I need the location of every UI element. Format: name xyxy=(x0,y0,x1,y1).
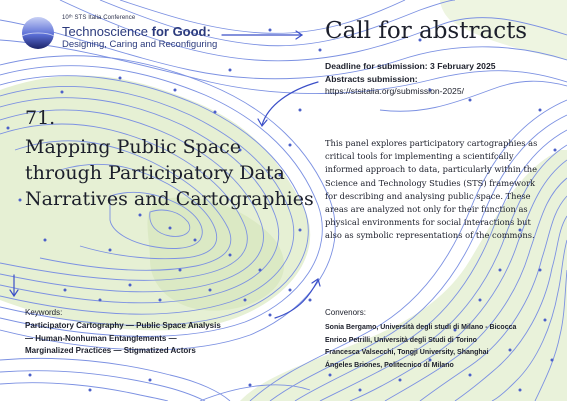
convenors-label: Convenors: xyxy=(325,308,366,317)
conference-edition: 10ᵗʰ STS Italia Conference xyxy=(62,15,136,21)
keywords-line: Participatory Cartography — Public Space Analysis xyxy=(25,321,221,330)
abstracts-label: Abstracts submission: xyxy=(325,73,418,84)
conference-logo-icon xyxy=(21,16,55,50)
conference-title-main: Technoscience xyxy=(62,24,152,39)
convenor-item: Sonia Bergamo, Università degli studi di Milano - Bicocca xyxy=(325,324,517,331)
panel-description: This panel explores participatory cartographies as critical tools for implementing a scientifcally informed approach to data, particularly within the Science and Technology Studies (STS) framework for describing and analysing public space. These areas are analyzed not only for their function as physical environments for social interactions but also as symbolic representations of the commons. xyxy=(325,138,538,241)
submission-link[interactable]: https://stsitalia.org/submission-2025/ xyxy=(325,86,464,96)
panel-title: Mapping Public Space through Participatory Data Narratives and Cartographies xyxy=(25,136,314,210)
convenor-item: Ángeles Briones, Politecnico di Milano xyxy=(325,361,454,369)
call-heading: Call for abstracts xyxy=(325,18,528,44)
keywords-line: — Human-Nonhuman Entanglements — xyxy=(25,333,177,343)
panel-number: 71. xyxy=(25,107,56,129)
submission-info xyxy=(325,60,496,98)
conference-title xyxy=(62,24,211,39)
convenors-list xyxy=(325,322,516,372)
deadline-text: Deadline for submission: 3 February 2025 xyxy=(325,61,496,71)
conference-subtitle: Designing, Caring and Reconfiguring xyxy=(62,39,218,50)
convenor-item: Francesca Valsecchi, Tongji University, Shanghai xyxy=(325,349,489,357)
convenor-item: Enrico Petrilli, Università degli Studi di Torino xyxy=(325,336,477,344)
keywords-list xyxy=(25,320,221,358)
keywords-line: Marginalized Practices — Stigmatized Actors xyxy=(25,346,196,356)
keywords-label: Keywords: xyxy=(25,308,63,317)
conference-title-bold: for Good: xyxy=(151,24,211,39)
